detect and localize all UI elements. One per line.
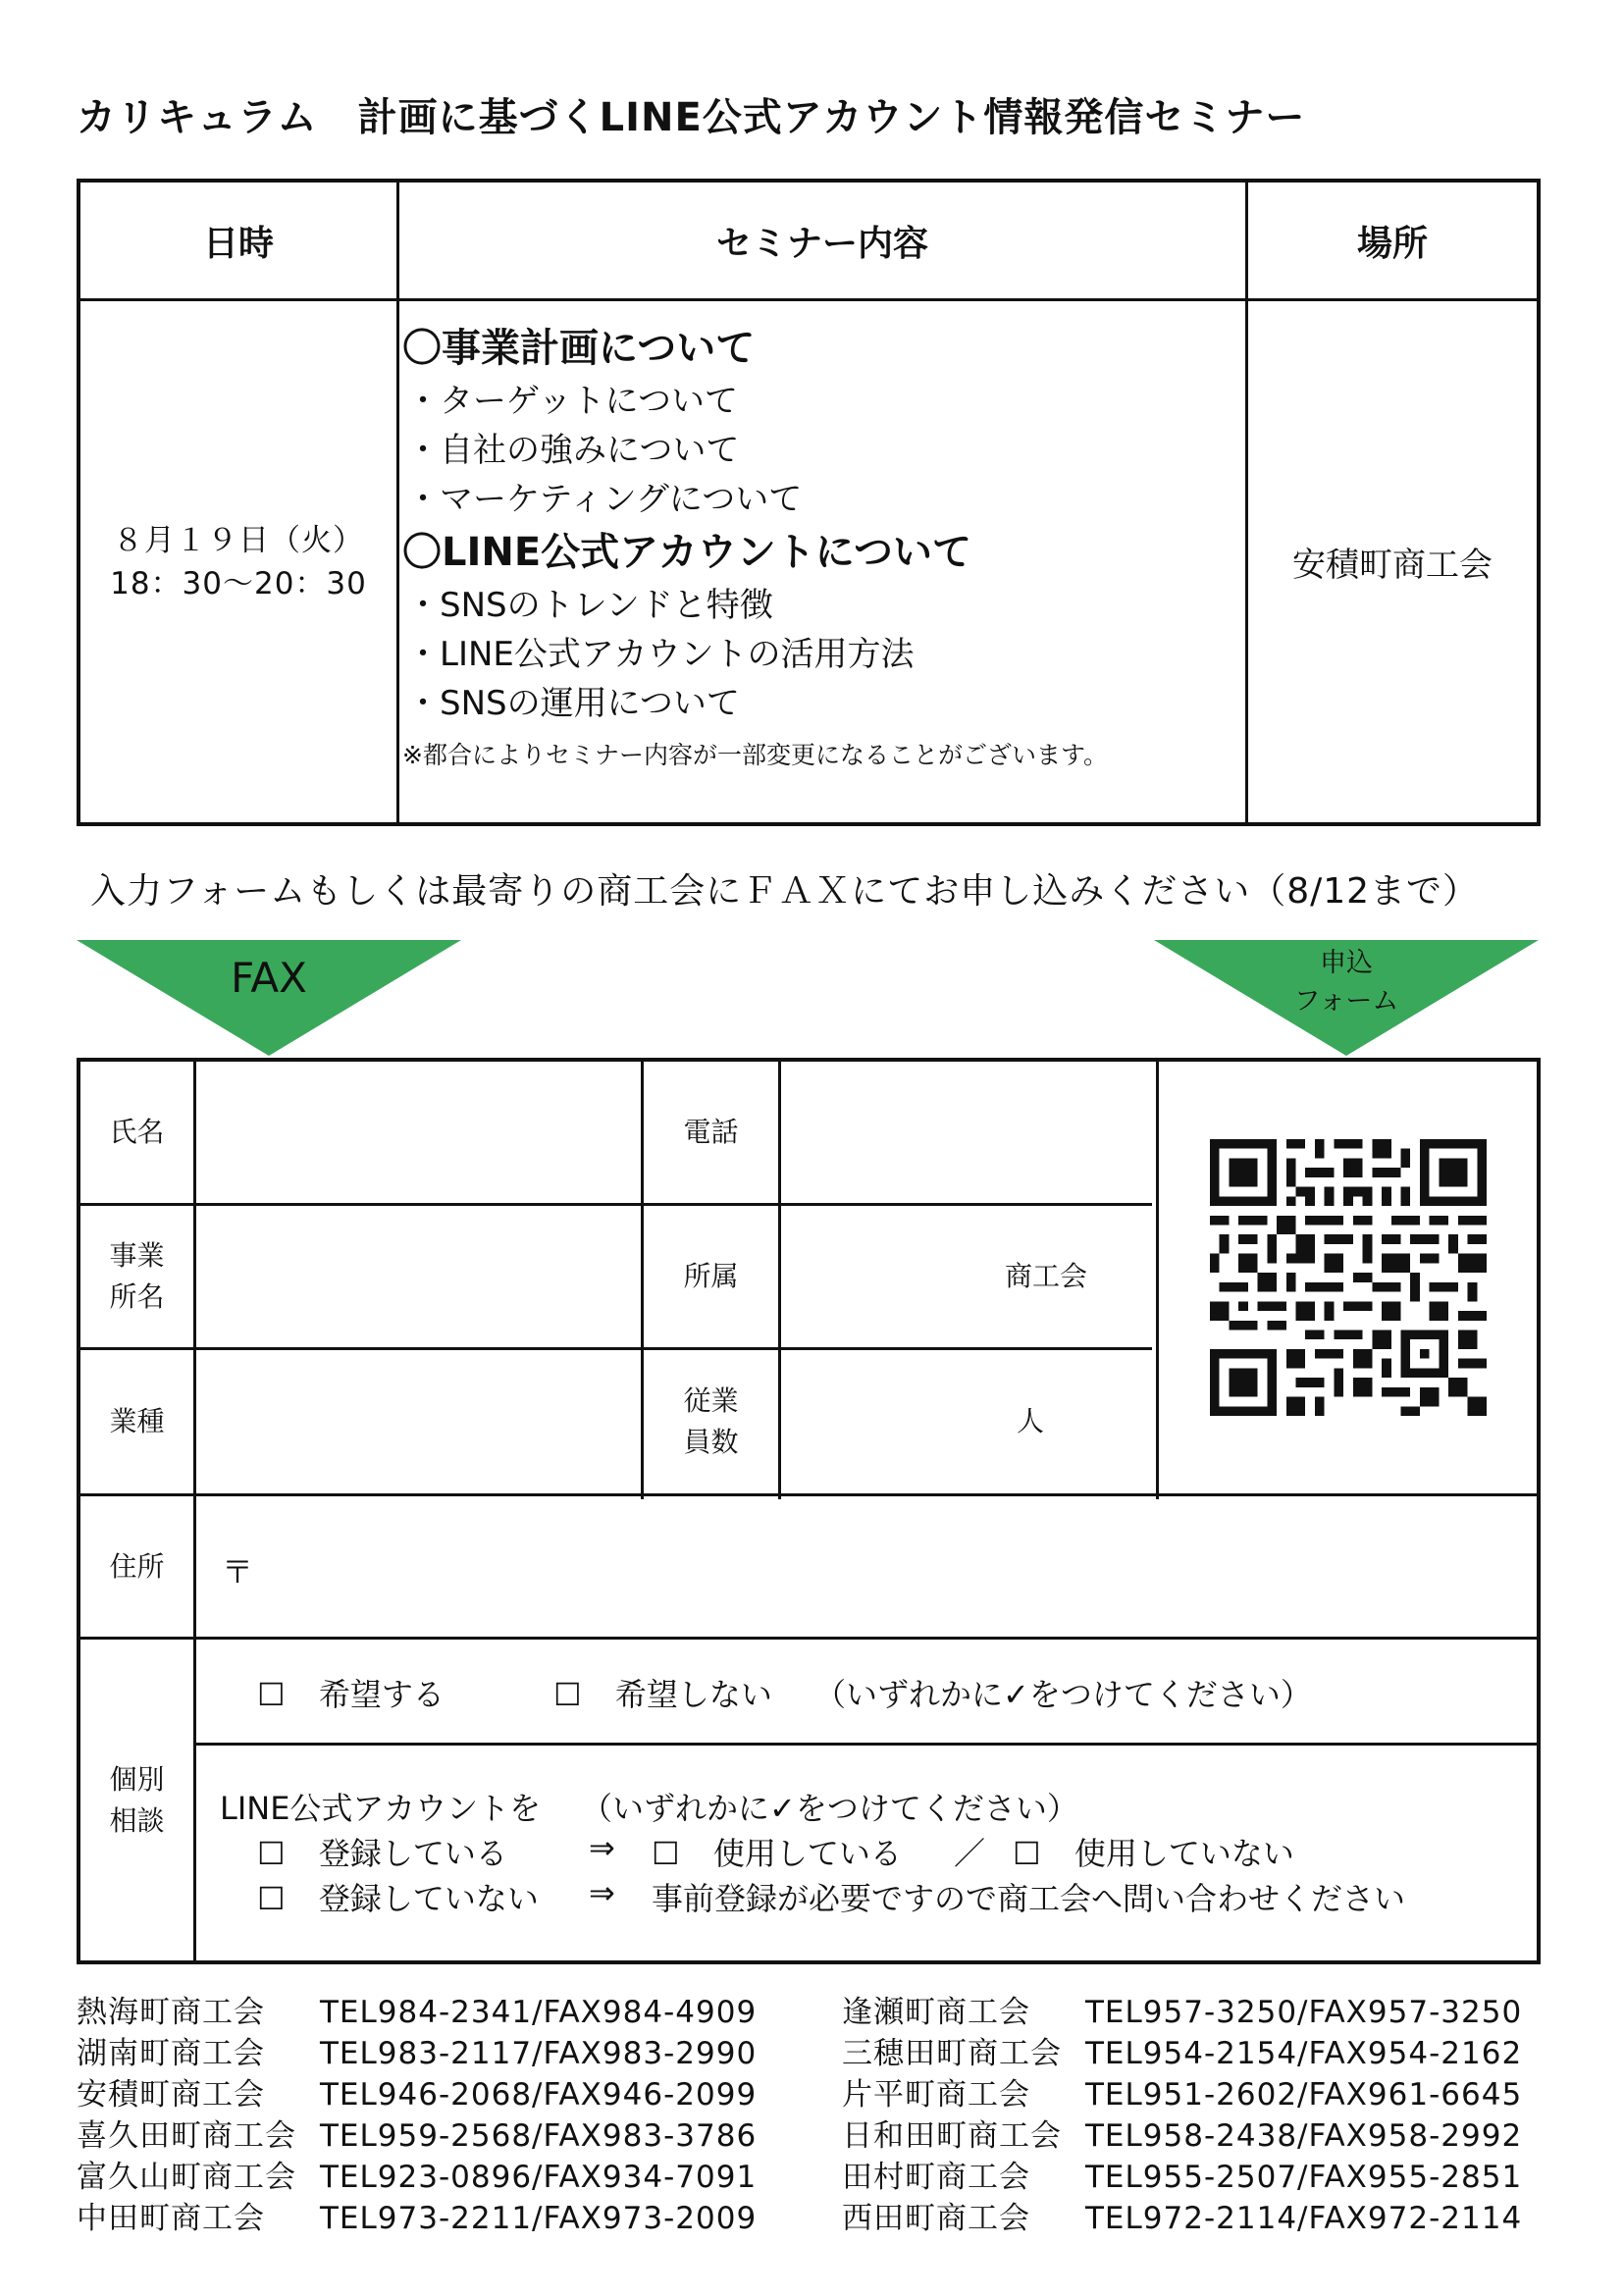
checkbox-icon[interactable]: ☐ <box>1013 1835 1041 1872</box>
contact-tel: TEL959-2568/FAX983-3786 <box>320 2118 758 2154</box>
contact-tel: TEL984-2341/FAX984-4909 <box>320 1995 758 2030</box>
label-employees-line2: 員数 <box>683 1426 739 1458</box>
checkbox-icon[interactable]: ☐ <box>652 1835 680 1872</box>
contact-row <box>842 2198 1522 2239</box>
header-venue: 場所 <box>1356 223 1428 264</box>
consult-yes-option[interactable] <box>257 1670 445 1715</box>
change-note: ※都合によりセミナー内容が一部変更になることがございます。 <box>402 741 1108 769</box>
checkbox-icon[interactable]: ☐ <box>257 1880 286 1917</box>
consult-yes-label: 希望する <box>318 1676 445 1713</box>
contact-tel: TEL983-2117/FAX983-2990 <box>320 2036 758 2071</box>
contacts-right <box>842 1992 1522 2239</box>
contact-row <box>842 2115 1522 2157</box>
datetime-cell <box>80 301 396 822</box>
list-item: ・SNSのトレンドと特徴 <box>406 586 773 625</box>
slash-separator: ／ <box>954 1835 986 1872</box>
contact-row <box>77 2033 757 2074</box>
consult-no-label: 希望しない <box>614 1676 772 1713</box>
seminar-date: ８月１９日（火） <box>112 522 364 558</box>
label-consultation-line1: 個別 <box>109 1762 165 1796</box>
contact-tel: TEL957-3250/FAX957-3250 <box>1085 1995 1523 2030</box>
qr-cell <box>1159 1062 1537 1493</box>
list-item: ・SNSの運用について <box>406 684 740 723</box>
consult-hint: （いずれかに✓をつけてください） <box>814 1676 1312 1713</box>
list-item: ・マーケティングについて <box>406 480 803 519</box>
name-field[interactable] <box>196 1062 641 1203</box>
application-form <box>77 1058 1541 1964</box>
qr-code-icon[interactable] <box>1210 1139 1487 1416</box>
arrow-icon: ⇒ <box>589 1829 615 1866</box>
line-question: LINE公式アカウントを <box>220 1790 542 1827</box>
contact-row <box>842 2033 1522 2074</box>
contact-tel: TEL955-2507/FAX955-2851 <box>1085 2160 1523 2195</box>
contact-row <box>842 2157 1522 2198</box>
contact-name: 逢瀬町商工会 <box>842 1995 1030 2030</box>
office-field[interactable] <box>196 1206 641 1347</box>
contact-name: 湖南町商工会 <box>77 2036 265 2071</box>
section-heading: 〇LINE公式アカウントについて <box>402 530 971 575</box>
not-using-option[interactable] <box>1013 1829 1294 1874</box>
contact-row <box>77 2074 757 2115</box>
form-label-line2: フォーム <box>1293 986 1399 1017</box>
curriculum-table <box>77 179 1541 826</box>
contact-name: 熱海町商工会 <box>77 1995 265 2030</box>
postal-mark: 〒 <box>222 1553 254 1591</box>
form-label-line1: 申込 <box>1320 948 1373 978</box>
list-item: ・自社の強みについて <box>406 431 740 470</box>
not-registered-option[interactable] <box>257 1874 539 1919</box>
contact-name: 日和田町商工会 <box>842 2118 1062 2154</box>
contact-name: 富久山町商工会 <box>77 2160 296 2195</box>
label-employees <box>644 1350 778 1493</box>
address-field[interactable] <box>196 1496 1537 1637</box>
contact-tel: TEL972-2114/FAX972-2114 <box>1085 2201 1523 2236</box>
form-label <box>1154 944 1539 1020</box>
venue-cell: 安積町商工会 <box>1292 546 1493 585</box>
industry-field[interactable] <box>196 1350 641 1493</box>
application-instruction: 入力フォームもしくは最寄りの商工会にＦＡＸにてお申し込みください（8/12まで） <box>90 871 1480 912</box>
contact-name: 三穂田町商工会 <box>842 2036 1062 2071</box>
list-item: ・LINE公式アカウントの活用方法 <box>406 635 915 674</box>
contact-name: 中田町商工会 <box>77 2201 265 2236</box>
label-industry: 業種 <box>109 1405 165 1437</box>
label-phone: 電話 <box>683 1116 739 1148</box>
label-consultation-line2: 相談 <box>109 1803 165 1837</box>
header-datetime: 日時 <box>202 223 274 264</box>
contact-row <box>77 1992 757 2033</box>
contact-tel: TEL951-2602/FAX961-6645 <box>1085 2077 1523 2113</box>
contact-tel: TEL973-2211/FAX973-2009 <box>320 2201 758 2236</box>
contacts-left <box>77 1992 757 2239</box>
label-office-line1: 事業 <box>109 1239 165 1272</box>
contact-name: 西田町商工会 <box>842 2201 1030 2236</box>
registered-option[interactable] <box>257 1829 507 1874</box>
contact-name: 片平町商工会 <box>842 2077 1030 2113</box>
not-using-label: 使用していない <box>1074 1835 1294 1872</box>
arrow-icon: ⇒ <box>589 1874 615 1911</box>
preregister-note: 事前登録が必要ですので商工会へ問い合わせください <box>652 1880 1406 1917</box>
contact-row <box>77 2198 757 2239</box>
checkbox-icon[interactable]: ☐ <box>257 1835 286 1872</box>
contact-row <box>842 2074 1522 2115</box>
label-office-line2: 所名 <box>109 1280 165 1313</box>
label-employees-line1: 従業 <box>683 1384 739 1417</box>
label-office <box>80 1206 193 1347</box>
label-affiliation: 所属 <box>683 1260 739 1292</box>
divider <box>193 1743 1537 1746</box>
contact-name: 安積町商工会 <box>77 2077 265 2113</box>
not-registered-label: 登録していない <box>318 1880 539 1917</box>
contact-tel: TEL923-0896/FAX934-7091 <box>320 2160 758 2195</box>
label-address: 住所 <box>109 1549 165 1583</box>
contact-row <box>77 2115 757 2157</box>
contact-row <box>77 2157 757 2198</box>
affiliation-suffix: 商工会 <box>1005 1260 1088 1292</box>
contact-row <box>842 1992 1522 2033</box>
phone-field[interactable] <box>781 1062 1156 1203</box>
contact-tel: TEL946-2068/FAX946-2099 <box>320 2077 758 2113</box>
header-content: セミナー内容 <box>715 223 928 264</box>
checkbox-icon[interactable]: ☐ <box>553 1676 582 1713</box>
label-name: 氏名 <box>109 1116 165 1148</box>
employees-field[interactable] <box>781 1350 1156 1493</box>
seminar-time: 18：30〜20：30 <box>110 565 367 601</box>
consult-no-option[interactable] <box>553 1670 772 1715</box>
employees-suffix: 人 <box>1017 1405 1045 1437</box>
registered-label: 登録している <box>318 1835 507 1872</box>
page-title: カリキュラム 計画に基づくLINE公式アカウント情報発信セミナー <box>77 95 1306 140</box>
seminar-content <box>402 320 1227 775</box>
contact-tel: TEL954-2154/FAX954-2162 <box>1085 2036 1523 2071</box>
section-heading: 〇事業計画について <box>402 326 756 371</box>
contact-tel: TEL958-2438/FAX958-2992 <box>1085 2118 1523 2154</box>
using-label: 使用している <box>712 1835 902 1872</box>
list-item: ・ターゲットについて <box>406 382 738 421</box>
label-consultation <box>80 1640 193 1960</box>
checkbox-icon[interactable]: ☐ <box>257 1676 286 1713</box>
contact-name: 田村町商工会 <box>842 2160 1030 2195</box>
fax-label: FAX <box>231 954 307 1002</box>
contact-name: 喜久田町商工会 <box>77 2118 296 2154</box>
line-hint: （いずれかに✓をつけてください） <box>581 1790 1078 1827</box>
using-option[interactable] <box>652 1829 902 1874</box>
affiliation-field[interactable] <box>781 1206 1156 1347</box>
divider <box>80 1637 1537 1640</box>
